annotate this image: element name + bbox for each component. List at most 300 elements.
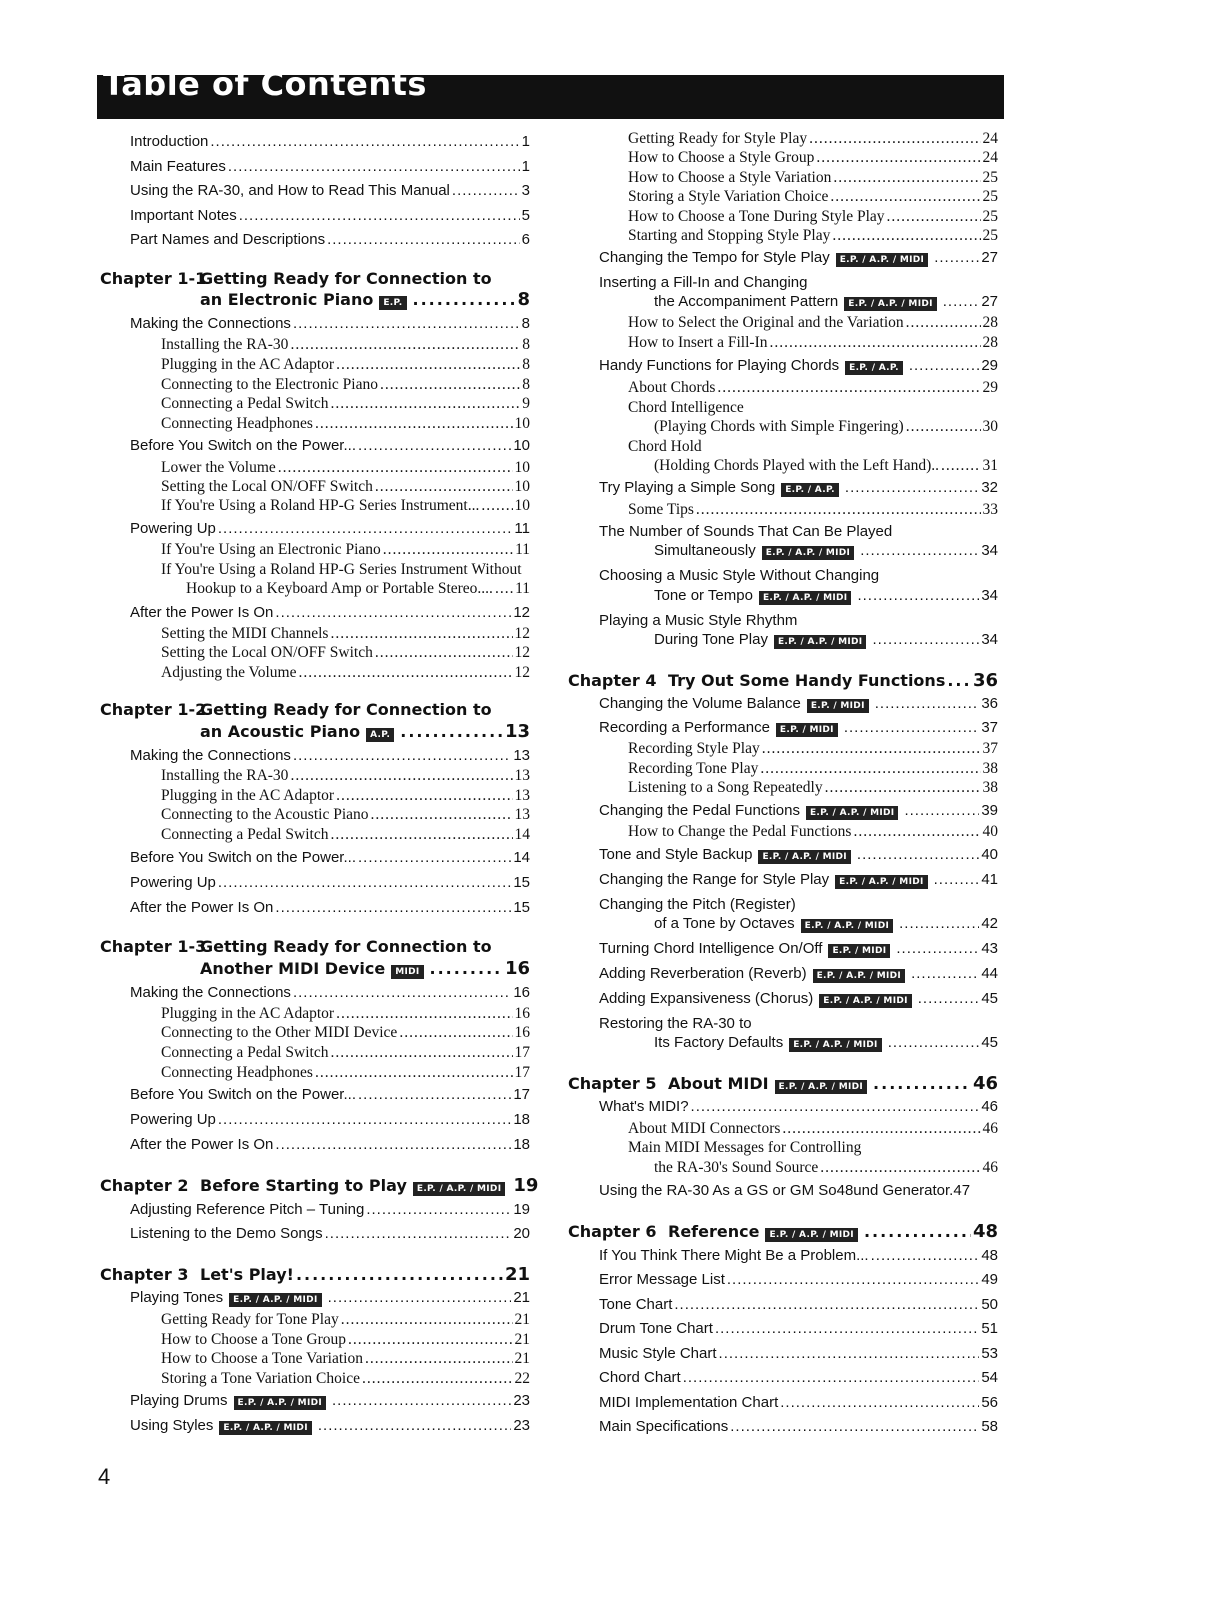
toc-entry: [130, 1086, 530, 1103]
toc-entry-label: Playing Drums: [130, 1392, 228, 1409]
dot-leader: [383, 541, 513, 559]
toc-entry: [628, 334, 998, 352]
toc-entry: [130, 604, 530, 621]
dot-leader: [290, 767, 512, 785]
toc-entry-label: Adding Reverberation (Reverb): [599, 965, 807, 982]
toc-entry: [130, 437, 530, 454]
instrument-badge: E.P. / A.P. / MIDI: [806, 806, 898, 820]
instrument-badge: E.P. / A.P. / MIDI: [758, 850, 850, 864]
toc-entry: [161, 1311, 530, 1329]
toc-entry-label: Powering Up: [130, 874, 216, 891]
toc-entry-label: Powering Up: [130, 520, 216, 537]
toc-page-number: 21: [504, 1264, 530, 1285]
toc-page-number: 9: [522, 395, 530, 412]
toc-entry-label: Getting Ready for Connection to: [200, 700, 492, 719]
dot-leader: [943, 293, 980, 310]
toc-entry-label: Main MIDI Messages for Controlling: [628, 1139, 862, 1156]
toc-chapter-heading: [100, 289, 530, 310]
toc-entry-label: How to Choose a Tone Group: [161, 1331, 347, 1348]
toc-entry: [130, 1201, 530, 1218]
toc-entry-label: Getting Ready for Tone Play: [161, 1311, 339, 1328]
toc-entry-label: What's MIDI?: [599, 1098, 689, 1115]
dot-leader: [947, 671, 971, 690]
toc-page-number: 16: [504, 958, 530, 979]
dot-leader: [730, 1418, 979, 1435]
toc-page-number: 13: [514, 806, 530, 823]
dot-leader: [375, 644, 513, 662]
toc-entry-label: (Holding Chords Played with the Left Hand)..: [654, 457, 939, 474]
dot-leader: [362, 1370, 513, 1388]
toc-page-number: 22: [514, 1370, 530, 1387]
toc-page-number: 46: [972, 1073, 998, 1094]
dot-leader: [820, 1159, 980, 1177]
dot-leader: [218, 520, 513, 537]
dot-leader: [762, 740, 981, 758]
toc-entry-label: Error Message List: [599, 1271, 725, 1288]
toc-entry: [599, 940, 998, 958]
toc-entry: [161, 478, 530, 496]
instrument-badge: MIDI: [391, 965, 423, 979]
toc-page-number: 11: [514, 520, 530, 537]
toc-page-number: 50: [981, 1296, 998, 1313]
toc-entry-label: Hookup to a Keyboard Amp or Portable Stereo....: [186, 580, 493, 597]
toc-entry: [628, 379, 998, 397]
toc-page-number: 21: [514, 1350, 530, 1367]
dot-leader: [293, 315, 520, 332]
toc-entry-label: How to Select the Original and the Variation: [628, 314, 904, 331]
toc-entry-label: Connecting a Pedal Switch: [161, 1044, 329, 1061]
dot-leader: [380, 376, 520, 394]
toc-entry: [130, 1136, 530, 1153]
toc-entry: [599, 990, 998, 1008]
toc-entry: [161, 1370, 530, 1388]
toc-entry-label: How to Insert a Fill-In: [628, 334, 768, 351]
dot-leader: [275, 604, 511, 621]
toc-entry: [130, 231, 530, 248]
toc-entry: [654, 1034, 998, 1052]
toc-entry-label: Listening to the Demo Songs: [130, 1225, 323, 1242]
toc-page-number: 49: [981, 1271, 998, 1288]
dot-leader: [218, 874, 511, 891]
toc-page-number: 24: [982, 149, 998, 166]
chapter-number: Chapter 1-2: [100, 700, 207, 719]
instrument-badge: E.P. / A.P. / MIDI: [775, 1080, 867, 1094]
toc-chapter-heading: [100, 1264, 530, 1285]
toc-entry-label: Recording Tone Play: [628, 760, 759, 777]
toc-entry: [628, 188, 998, 206]
toc-entry: [186, 580, 530, 598]
toc-page-number: 29: [981, 357, 998, 374]
toc-entry-label: Using Styles: [130, 1417, 214, 1434]
dot-leader: [830, 188, 980, 206]
toc-entry-label: Simultaneously: [654, 542, 756, 559]
toc-entry-label: Connecting to the Electronic Piano: [161, 376, 378, 393]
toc-entry: [130, 1111, 530, 1128]
dot-leader: [857, 846, 979, 863]
toc-page-number: 34: [981, 631, 998, 648]
dot-leader: [315, 415, 513, 433]
dot-leader: [906, 418, 981, 436]
dot-leader: [853, 823, 980, 841]
toc-entry-label: the Accompaniment Pattern: [654, 293, 839, 310]
toc-entry-label: Music Style Chart: [599, 1345, 717, 1362]
instrument-badge: E.P. / A.P. / MIDI: [774, 635, 866, 649]
toc-page-number: 27: [981, 249, 998, 266]
toc-page-number: 13: [513, 747, 530, 764]
page-number: 4: [98, 1464, 111, 1489]
toc-entry: [161, 1024, 530, 1042]
toc-entry: [599, 1418, 998, 1435]
toc-page-number: 8: [522, 336, 530, 353]
toc-page-number: 13: [504, 721, 530, 742]
instrument-badge: E.P. / A.P. / MIDI: [759, 591, 851, 605]
toc-entry-label: Important Notes: [130, 207, 237, 224]
toc-page-number: 40: [982, 823, 998, 840]
dot-leader: [832, 227, 980, 245]
toc-page-number: 23: [513, 1392, 530, 1409]
toc-entry-label: If You're Using an Electronic Piano: [161, 541, 381, 558]
dot-leader: [760, 760, 980, 778]
dot-leader: [683, 1369, 980, 1386]
toc-page-number: 53: [981, 1345, 998, 1362]
toc-entry-label: Recording Style Play: [628, 740, 760, 757]
toc-page-number: 45: [981, 990, 998, 1007]
toc-entry-label: Adding Expansiveness (Chorus): [599, 990, 814, 1007]
toc-entry-label: Main Features: [130, 158, 226, 175]
toc-entry-label: Let's Play!: [200, 1265, 294, 1284]
toc-entry-label: Installing the RA-30: [161, 767, 289, 784]
toc-entry-label: Using the RA-30, and How to Read This Manual: [130, 182, 450, 199]
toc-page-number: 17: [514, 1064, 530, 1081]
toc-entry: [161, 356, 530, 374]
instrument-badge: E.P. / A.P. / MIDI: [413, 1182, 505, 1196]
toc-entry-label: Installing the RA-30: [161, 336, 289, 353]
toc-page-number: 3: [521, 182, 530, 199]
toc-page-number: 46: [982, 1120, 998, 1137]
instrument-badge: E.P. / A.P. / MIDI: [836, 253, 928, 267]
toc-page-number: 1: [521, 133, 530, 150]
toc-page-number: 41: [981, 871, 998, 888]
toc-page-number: 17: [514, 1044, 530, 1061]
dot-leader: [290, 336, 520, 354]
toc-entry: [628, 227, 998, 245]
toc-entry: [130, 133, 530, 150]
toc-entry-label: Handy Functions for Playing Chords: [599, 357, 840, 374]
toc-entry-label: How to Choose a Tone Variation: [161, 1350, 363, 1367]
toc-page-number: 51: [981, 1320, 998, 1337]
dot-leader: [348, 1331, 512, 1349]
dot-leader: [210, 133, 519, 150]
dot-leader: [299, 664, 513, 682]
toc-entry: [161, 415, 530, 433]
toc-page-number: 37: [981, 719, 998, 736]
toc-entry: [599, 846, 998, 864]
toc-page-number: 30: [982, 418, 998, 435]
toc-entry-label: Getting Ready for Connection to: [200, 269, 492, 288]
toc-entry-label: Before You Switch on the Power...: [130, 849, 356, 866]
dot-leader: [330, 395, 520, 413]
toc-entry-label: After the Power Is On: [130, 899, 274, 916]
dot-leader: [218, 1111, 511, 1128]
toc-entry: [599, 965, 998, 983]
toc-entry: [161, 336, 530, 354]
toc-page-number: 25: [982, 188, 998, 205]
toc-entry: [130, 1392, 530, 1410]
toc-entry: [654, 1159, 998, 1177]
toc-entry-label: Before Starting to Play: [200, 1176, 407, 1195]
toc-page-number: 28: [982, 334, 998, 351]
instrument-badge: E.P. / MIDI: [828, 944, 890, 958]
toc-entry-label: an Electronic Piano: [200, 290, 374, 309]
toc-page-number: 58: [981, 1418, 998, 1435]
toc-page-number: 34: [981, 587, 998, 604]
toc-entry: [161, 625, 530, 643]
toc-entry-label: Lower the Volume: [161, 459, 276, 476]
dot-leader: [293, 984, 511, 1001]
toc-entry: [628, 760, 998, 778]
toc-entry-label: Restoring the RA-30 to: [599, 1015, 752, 1032]
dot-leader: [769, 334, 980, 352]
toc-entry: [161, 806, 530, 824]
toc-chapter-heading: [568, 1221, 998, 1242]
dot-leader: [358, 849, 511, 866]
dot-leader: [833, 169, 980, 187]
toc-entry-label: Playing Tones: [130, 1289, 224, 1306]
page-title: Table of Contents: [103, 65, 427, 103]
dot-leader: [318, 1417, 511, 1434]
toc-entry-label: (Playing Chords with Simple Fingering): [654, 418, 904, 435]
toc-entry: [599, 274, 998, 291]
chapter-number: Chapter 5: [568, 1074, 657, 1093]
dot-leader: [358, 437, 511, 454]
toc-entry-label: Setting the Local ON/OFF Switch: [161, 644, 373, 661]
toc-entry: [161, 644, 530, 662]
toc-page-number: 28: [982, 314, 998, 331]
toc-page-number: 43: [981, 940, 998, 957]
instrument-badge: E.P. / A.P.: [845, 361, 903, 375]
toc-entry-label: Changing the Tempo for Style Play: [599, 249, 830, 266]
toc-entry: [599, 1345, 998, 1362]
toc-entry-label: How to Choose a Style Group: [628, 149, 815, 166]
toc-page-number: 8: [522, 376, 530, 393]
instrument-badge: E.P.: [379, 296, 406, 310]
toc-entry-label: Its Factory Defaults: [654, 1034, 784, 1051]
dot-leader: [275, 899, 511, 916]
toc-page-number: 29: [982, 379, 998, 396]
toc-page-number: 25: [982, 208, 998, 225]
toc-entry: [130, 1417, 530, 1435]
toc-entry: [130, 849, 530, 866]
instrument-badge: E.P. / MIDI: [807, 699, 869, 713]
toc-entry-label: How to Change the Pedal Functions: [628, 823, 852, 840]
toc-page-number: 33: [982, 501, 998, 518]
instrument-badge: E.P. / A.P. / MIDI: [835, 875, 927, 889]
toc-entry-label: Changing the Range for Style Play: [599, 871, 830, 888]
toc-entry-label: Before You Switch on the Power...: [130, 437, 356, 454]
toc-entry-label: Connecting to the Acoustic Piano: [161, 806, 369, 823]
chapter-number: Chapter 3: [100, 1265, 189, 1284]
toc-entry-label: Connecting to the Other MIDI Device: [161, 1024, 398, 1041]
toc-entry-label: Tone or Tempo: [654, 587, 753, 604]
toc-entry-label: Getting Ready for Style Play: [628, 130, 808, 147]
toc-entry: [654, 542, 998, 560]
dot-leader: [918, 990, 980, 1007]
toc-entry-label: Connecting Headphones: [161, 415, 313, 432]
toc-entry-label: Plugging in the AC Adaptor: [161, 787, 335, 804]
dot-leader: [860, 542, 979, 559]
toc-entry: [161, 497, 530, 515]
toc-page-number: 12: [513, 604, 530, 621]
toc-entry: [599, 1320, 998, 1337]
toc-page-number: 12: [514, 625, 530, 642]
instrument-badge: E.P. / A.P. / MIDI: [765, 1228, 857, 1242]
dot-leader: [481, 497, 512, 515]
toc-page-number: 24: [982, 130, 998, 147]
chapter-number: Chapter 2: [100, 1176, 189, 1195]
toc-entry: [161, 1064, 530, 1082]
toc-chapter-heading: [568, 1073, 998, 1094]
toc-entry-label: Part Names and Descriptions: [130, 231, 326, 248]
toc-entry: [599, 1247, 998, 1264]
toc-entry-label: an Acoustic Piano: [200, 722, 361, 741]
toc-entry-label: During Tone Play: [654, 631, 768, 648]
toc-page-number: 38: [982, 779, 998, 796]
toc-entry-label: Powering Up: [130, 1111, 216, 1128]
toc-entry: [599, 1015, 998, 1032]
toc-page-number: 18: [513, 1111, 530, 1128]
toc-entry: [161, 787, 530, 805]
toc-entry: [130, 899, 530, 916]
toc-page-number: 14: [514, 826, 530, 843]
toc-entry: [599, 695, 998, 713]
toc-entry: [161, 826, 530, 844]
toc-entry: [599, 1182, 998, 1199]
toc-page-number: 19: [513, 1201, 530, 1218]
toc-page-number: 36: [972, 670, 998, 691]
toc-chapter-heading: [100, 269, 530, 288]
toc-entry-label: Making the Connections: [130, 747, 291, 764]
toc-page-number: 10: [514, 497, 530, 514]
toc-entry: [599, 249, 998, 267]
instrument-badge: E.P. / A.P.: [781, 483, 839, 497]
dot-leader: [911, 965, 979, 982]
toc-entry: [130, 984, 530, 1001]
toc-entry-label: How to Choose a Style Variation: [628, 169, 832, 186]
instrument-badge: E.P. / A.P. / MIDI: [234, 1396, 326, 1410]
dot-leader: [844, 719, 979, 736]
toc-entry-label: Recording a Performance: [599, 719, 770, 736]
toc-page-number: 11: [515, 541, 530, 558]
toc-page-number: 6: [521, 231, 530, 248]
toc-page-number: 27: [981, 293, 998, 310]
toc-entry: [628, 169, 998, 187]
dot-leader: [809, 130, 980, 148]
toc-page-number: 14: [513, 849, 530, 866]
dot-leader: [413, 290, 516, 309]
toc-page-number: 23: [513, 1417, 530, 1434]
toc-entry-label: About Chords: [628, 379, 716, 396]
toc-entry: [130, 747, 530, 764]
toc-entry: [599, 1394, 998, 1411]
toc-entry: [628, 208, 998, 226]
toc-page-number: 54: [981, 1369, 998, 1386]
toc-page-number: 5: [521, 207, 530, 224]
toc-entry: [161, 767, 530, 785]
toc-chapter-heading: [100, 958, 530, 979]
dot-leader: [336, 1005, 512, 1023]
toc-entry-label: If You're Using a Roland HP-G Series Instrument...: [161, 497, 480, 514]
toc-chapter-heading: [100, 721, 530, 742]
dot-leader: [358, 1086, 511, 1103]
toc-entry: [161, 376, 530, 394]
toc-chapter-heading: [100, 937, 530, 956]
instrument-badge: E.P. / MIDI: [776, 723, 838, 737]
dot-leader: [296, 1265, 503, 1284]
dot-leader: [864, 1222, 971, 1241]
dot-leader: [278, 459, 513, 477]
dot-leader: [495, 580, 513, 598]
toc-page-number: 21: [513, 1289, 530, 1306]
toc-entry-label: About MIDI Connectors: [628, 1120, 781, 1137]
toc-page-number: 42: [981, 915, 998, 932]
toc-entry: [599, 479, 998, 497]
toc-entry-label: Connecting Headphones: [161, 1064, 313, 1081]
toc-entry: [628, 779, 998, 797]
toc-entry-label: Plugging in the AC Adaptor: [161, 1005, 335, 1022]
toc-entry: [130, 315, 530, 332]
toc-entry: [599, 357, 998, 375]
toc-entry-label: Another MIDI Device: [200, 959, 386, 978]
dot-leader: [845, 479, 979, 496]
toc-entry: [130, 874, 530, 891]
toc-entry: [628, 501, 998, 519]
toc-chapter-heading: [100, 1175, 539, 1196]
toc-entry: [130, 207, 530, 224]
toc-entry-label: Changing the Volume Balance: [599, 695, 801, 712]
toc-entry: [161, 1005, 530, 1023]
toc-page-number: 15: [513, 899, 530, 916]
toc-page-number: 37: [982, 740, 998, 757]
toc-entry: [161, 395, 530, 413]
chapter-number: Chapter 4: [568, 671, 657, 690]
dot-leader: [452, 182, 520, 199]
dot-leader: [293, 747, 511, 764]
toc-entry-label: Before You Switch on the Power...: [130, 1086, 356, 1103]
toc-page-number: 17: [513, 1086, 530, 1103]
dot-leader: [875, 695, 980, 712]
dot-leader: [934, 871, 980, 888]
toc-page-number: 21: [514, 1331, 530, 1348]
toc-page-number: 34: [981, 542, 998, 559]
toc-entry: [599, 523, 998, 540]
toc-entry-label: Tone and Style Backup: [599, 846, 753, 863]
toc-entry-label: the RA-30's Sound Source: [654, 1159, 819, 1176]
toc-page-number: 40: [981, 846, 998, 863]
toc-entry: [161, 1044, 530, 1062]
instrument-badge: E.P. / A.P. / MIDI: [813, 969, 905, 983]
dot-leader: [400, 722, 503, 741]
dot-leader: [325, 1225, 512, 1242]
toc-entry-label: Chord Chart: [599, 1369, 681, 1386]
dot-leader: [328, 1289, 512, 1306]
toc-entry-label: Making the Connections: [130, 315, 291, 332]
dot-leader: [430, 959, 503, 978]
toc-entry: [628, 149, 998, 167]
toc-page-number: 10: [514, 415, 530, 432]
toc-page-number: 38: [982, 760, 998, 777]
toc-entry: [599, 1296, 998, 1313]
dot-leader: [719, 1345, 980, 1362]
